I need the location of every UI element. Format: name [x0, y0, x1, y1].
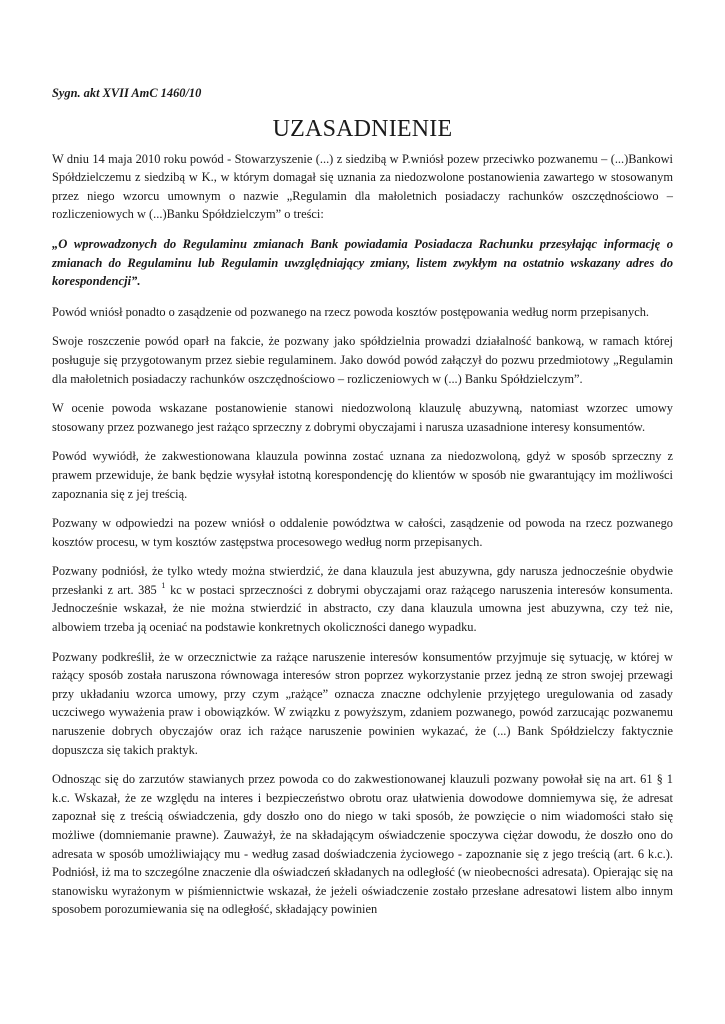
document-page	[52, 84, 673, 930]
document-title: UZASADNIENIE	[272, 115, 453, 142]
paragraph-2: Powód wniósł ponadto o zasądzenie od pozwanego na rzecz powoda kosztów postępowania według norm przepisanych.	[52, 304, 649, 319]
paragraph-6: Pozwany w odpowiedzi na pozew wniósł o oddalenie powództwa w całości, zasądzenie od powoda na rzecz pozwanego kosztów procesu, w tym kosztów zastępstwa procesowego według norm przepisanych.	[52, 516, 673, 549]
paragraph-1: W dniu 14 maja 2010 roku powód - Stowarzyszenie (...) z siedzibą w P.wniósł pozew przeciwko pozwanemu – (...)Bankowi Spółdzielczemu z siedzibą w K., w którym domagał się uznania za niedozwolone postanowienia zawartego w stosowanym przez niego wzorcu umownym o nazwie „Regulamin dla małoletnich posiadaczy rachunków oszczędnościowo – rozliczeniowych w (...)Banku Spółdzielczym” o treści:	[52, 151, 673, 222]
article-superscript: 1	[161, 579, 166, 590]
paragraph-8: Pozwany podkreślił, że w orzecznictwie za rażące naruszenie interesów konsumentów przyjmuje się sytuację, w której w rażący sposób została naruszona równowaga interesów stron poprzez wykorzystanie przez jedną ze stron swojej przewagi przy układaniu wzorca umowy, przy czym „rażące” oznacza znaczne odchylenie przyjętego uregulowania od zasady uczciwego wyważenia praw i obowiązków. W związku z powyższym, zdaniem pozwanego, powód zarzucając pozwanemu naruszenie dobrych obyczajów oraz ich rażące naruszenie powinien wykazać, że (...) Bank Spółdzielczy faktycznie dopuszcza się takich praktyk.	[52, 649, 673, 757]
paragraph-7	[52, 562, 673, 636]
paragraph-7-part-b: kc w postaci sprzeczności z dobrymi obyczajami oraz rażącego naruszenia interesów konsumenta. Jednocześnie wskazał, że nie można stwierdzić in abstracto, czy dana klauzula umowna jest abuzywna, czy też nie, albowiem trzeba ją oceniać na podstawie konkretnych okoliczności danego wypadku.	[52, 582, 673, 635]
paragraph-5: Powód wywiódł, że zakwestionowana klauzula powinna zostać uznana za niedozwoloną, gdyż w sposób sprzeczny z prawem przewiduje, że bank będzie wysyłał istotną korespondencję do klientów w sposób nie gwarantujący im możliwości zapoznania się z jej treścią.	[52, 449, 673, 501]
case-signature: Sygn. akt XVII AmC 1460/10	[52, 86, 202, 100]
paragraph-4: W ocenie powoda wskazane postanowienie stanowi niedozwoloną klauzulę abuzywną, natomiast wzorzec umowy stosowany przez pozwanego jest rażąco sprzeczny z dobrymi obyczajami i narusza uzasadnione interesy konsumentów.	[52, 401, 673, 434]
paragraph-7-part-a: Pozwany podniósł, że tylko wtedy można stwierdzić, że dana klauzula jest abuzywna, gdy narusza jednocześnie obydwie przesłanki z art. 385	[52, 564, 673, 597]
quoted-clause: „O wprowadzonych do Regulaminu zmianach Bank powiadamia Posiadacza Rachunku przesyłając informację o zmianach do Regulaminu lub Regulamin uwzględniający zmiany, listem zwykłym na ostatnio wskazany adres do korespondencji”.	[52, 236, 673, 289]
paragraph-3: Swoje roszczenie powód oparł na fakcie, że pozwany jako spółdzielnia prowadzi działalność bankową, w ramach której posługuje się przygotowanym przez siebie regulaminem. Jako dowód powód załączył do pozwu przedmiotowy „Regulamin dla małoletnich posiadaczy rachunków oszczędnościowo – rozliczeniowych w (...) Banku Spółdzielczym”.	[52, 334, 673, 386]
paragraph-9: Odnosząc się do zarzutów stawianych przez powoda co do zakwestionowanej klauzuli pozwany powołał się na art. 61 § 1 k.c. Wskazał, że ze względu na interes i bezpieczeństwo obrotu oraz ułatwienia dowodowe domniemywa się, że adresat zapoznał się z treścią oświadczenia, gdy doszło ono do niego w taki sposób, że powzięcie o nim wiadomości stało się możliwe (domniemanie prawne). Zauważył, że na składającym oświadczenie spoczywa ciężar dowodu, że doszło ono do adresata w sposób umożliwiający mu - według zasad doświadczenia życiowego - zapoznanie się z jego treścią (art. 6 k.c.). Podniósł, iż ma to szczególne znaczenie dla oświadczeń składanych na odległość (w nieobecności adresata). Opierając się na stanowisku wyrażonym w piśmiennictwie wskazał, że jeżeli oświadczenie zostało przesłane adresatowi listem albo innym sposobem porozumiewania się na odległość, składający powinien	[52, 772, 673, 917]
